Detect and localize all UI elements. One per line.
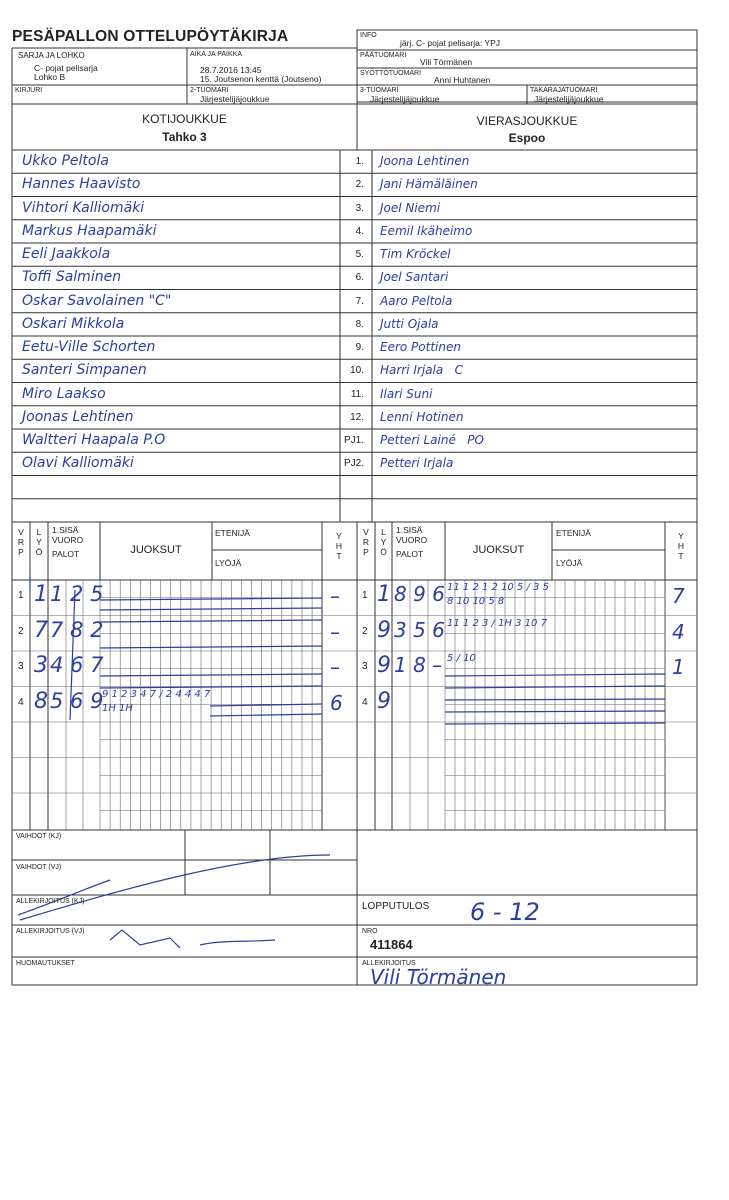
player-number: 11. <box>350 388 364 400</box>
home-vrp-header: V R P <box>17 527 25 557</box>
away-lyoja-header: LYÖJÄ <box>556 558 583 568</box>
home-team-name: Tahko 3 <box>162 130 207 144</box>
takarajatuomari-value: Järjestelijäjoukkue <box>534 94 604 104</box>
away-sisa-header: 1.SISÄ VUORO PALOT <box>396 525 428 559</box>
away-inning-juoksut: 11 1 2 1 2 10 5 / 3 5 8 10 10 5 8 <box>447 582 549 607</box>
player-number: 4. <box>355 225 364 237</box>
home-inning-lyo: 8 <box>34 688 48 714</box>
away-inning-yht: 7 <box>672 584 685 608</box>
away-player: Aaro Peltola <box>380 293 453 308</box>
tuomari2-label: 2-TUOMARI <box>190 87 229 94</box>
player-number: 2. <box>355 179 364 191</box>
away-player: Jani Hämäläinen <box>380 177 478 192</box>
home-player: Waltteri Haapala P.O <box>22 432 166 448</box>
aika-value: 28.7.2016 13:45 <box>200 65 262 75</box>
referee-signature: Vili Törmänen <box>370 965 507 989</box>
player-number: 1. <box>355 156 364 167</box>
player-number: 8. <box>355 318 364 330</box>
vaihdot-kj-label: VAIHDOT (KJ) <box>16 833 62 840</box>
tuomari3-label: 3-TUOMARI <box>360 87 399 94</box>
player-number: 10. <box>350 365 364 377</box>
away-player: Ilari Suni <box>380 386 433 401</box>
away-player: Eemil Ikäheimo <box>380 223 473 238</box>
home-player: Joonas Lehtinen <box>22 408 134 425</box>
home-lyoja-header: LYÖJÄ <box>215 558 242 568</box>
away-inning-yht: 4 <box>672 619 685 644</box>
home-inning-vrp: 3 <box>18 661 24 672</box>
syottotuomari-label: SYÖTTÖTUOMARI <box>360 70 422 77</box>
away-inning-palot: 8 9 6 <box>394 582 445 606</box>
away-inning-palot: 3 5 6 <box>394 617 445 642</box>
paatuomari-value: Vili Törmänen <box>420 57 473 67</box>
away-player: Joel Santari <box>380 270 449 285</box>
tuomari3-value: Järjestelijäjoukkue <box>370 94 440 104</box>
away-juoksut-header: JUOKSUT <box>472 544 525 556</box>
home-inning-vrp: 2 <box>18 625 24 637</box>
vaihdot-vj-label: VAIHDOT (VJ) <box>16 864 62 871</box>
home-player: Hannes Haavisto <box>22 176 141 193</box>
kirjuri-label: KIRJURI <box>15 87 43 94</box>
home-player: Oskar Savolainen "C" <box>22 292 172 309</box>
away-inning-vrp: 3 <box>362 661 368 672</box>
home-inning-vrp: 4 <box>18 696 24 708</box>
away-inning-vrp: 1 <box>362 590 368 601</box>
away-player: Petteri Irjala <box>380 456 454 471</box>
player-number: 7. <box>355 295 364 307</box>
home-inning-vrp: 1 <box>18 590 24 601</box>
nro-value: 411864 <box>370 937 413 952</box>
away-inning-lyo: 9 <box>377 688 391 714</box>
home-inning-palot: 5 6 9 <box>50 688 104 713</box>
away-team-label: VIERASJOUKKUE <box>476 114 578 128</box>
lopputulos-label: LOPPUTULOS <box>362 901 430 912</box>
paikka-value: 15. Joutsenon kenttä (Joutseno) <box>200 74 322 84</box>
tuomari2-value: Järjestelijäjoukkue <box>200 94 270 104</box>
away-inning-lyo: 9 <box>377 653 391 678</box>
home-inning-lyo: 1 <box>34 582 48 607</box>
sarja-label: SARJA JA LOHKO <box>18 51 85 60</box>
huomautukset-label: HUOMAUTUKSET <box>16 960 75 967</box>
home-player: Ukko Peltola <box>22 153 109 169</box>
away-inning-juoksut: 11 1 2 3 / 1H 3 10 7 <box>447 617 547 629</box>
syottotuomari-value: Anni Huhtanen <box>434 75 491 85</box>
home-player: Toffi Salminen <box>22 269 122 286</box>
home-player: Miro Laakso <box>22 385 106 402</box>
away-vrp-header: V R P <box>362 527 370 557</box>
home-inning-yht: 6 <box>330 690 343 715</box>
nro-label: NRO <box>362 928 378 935</box>
away-player: Joel Niemi <box>380 200 441 215</box>
home-lyo-header: L Y Ö <box>35 527 43 557</box>
allekirjoitus-label: ALLEKIRJOITUS <box>362 960 416 967</box>
allekirjoitus-vj-label: ALLEKIRJOITUS (VJ) <box>16 928 85 935</box>
player-number: 6. <box>355 272 364 284</box>
away-team-name: Espoo <box>508 131 546 145</box>
home-player: Eetu-Ville Schorten <box>22 339 156 355</box>
home-player: Eeli Jaakkola <box>22 246 111 262</box>
away-etenija-header: ETENIJÄ <box>556 528 591 538</box>
away-player: Petteri Lainé PO <box>380 433 484 447</box>
home-player: Santeri Simpanen <box>22 362 147 379</box>
away-inning-lyo: 9 <box>377 617 391 643</box>
home-inning-juoksut: 9 1 2 3 4 7 / 2 4 4 4 7 1H 1H <box>102 688 211 714</box>
away-inning-lyo: 1 <box>377 582 391 607</box>
player-number: 9. <box>355 342 364 353</box>
home-inning-yht: – <box>330 584 340 608</box>
home-etenija-header: ETENIJÄ <box>215 528 250 538</box>
paatuomari-label: PÄÄTUOMARI <box>360 52 407 59</box>
away-inning-vrp: 4 <box>362 696 368 708</box>
info-value: järj. C- pojat pelisarja: YPJ <box>400 38 500 48</box>
player-number: 12. <box>350 411 364 423</box>
lohko-value: Lohko B <box>34 72 66 82</box>
home-inning-palot: 4 6 7 <box>50 653 104 677</box>
home-inning-yht: – <box>330 655 340 679</box>
away-player: Lenni Hotinen <box>380 409 464 424</box>
info-label: INFO <box>360 32 377 39</box>
away-inning-juoksut: 5 / 10 <box>447 653 476 664</box>
lopputulos-value: 6 - 12 <box>470 898 540 926</box>
away-player: Tim Kröckel <box>380 247 451 261</box>
home-inning-yht: – <box>330 619 340 644</box>
home-team-label: KOTIJOUKKUE <box>142 112 227 126</box>
home-player: Olavi Kalliomäki <box>22 455 134 472</box>
player-number: PJ1. <box>343 435 364 446</box>
home-yht-header: Y H T <box>335 531 343 561</box>
allekirjoitus-kj-label: ALLEKIRJOITUS (KJ) <box>16 898 85 905</box>
form-title: PESÄPALLON OTTELUPÖYTÄKIRJA <box>12 28 289 45</box>
home-player: Oskari Mikkola <box>22 315 125 332</box>
home-player: Markus Haapamäki <box>22 222 157 239</box>
player-number: 5. <box>355 249 364 260</box>
aika-label: AIKA JA PAIKKA <box>190 51 243 58</box>
player-number: PJ2. <box>343 458 364 470</box>
home-inning-palot: 7 8 2 <box>50 617 104 642</box>
away-player: Joona Lehtinen <box>380 154 470 168</box>
away-inning-palot: 1 8 – <box>394 653 443 677</box>
away-player: Jutti Ojala <box>380 316 439 331</box>
home-inning-lyo: 3 <box>34 653 48 678</box>
home-inning-lyo: 7 <box>34 617 48 643</box>
home-player: Vihtori Kalliomäki <box>22 199 145 216</box>
away-inning-vrp: 2 <box>362 625 368 637</box>
away-player: Harri Irjala C <box>380 363 464 378</box>
home-inning-palot: 1 2 5 <box>50 582 104 606</box>
takarajatuomari-label: TAKARAJATUOMARI <box>530 87 598 94</box>
home-juoksut-header: JUOKSUT <box>130 544 182 556</box>
away-yht-header: Y H T <box>677 531 685 561</box>
away-lyo-header: L Y Ö <box>380 527 387 557</box>
player-number: 3. <box>355 202 364 214</box>
away-inning-yht: 1 <box>672 655 685 679</box>
sarja-value: C- pojat pelisarja <box>34 63 98 73</box>
handwriting-strokes <box>18 575 665 948</box>
away-player: Eero Pottinen <box>380 340 461 354</box>
home-sisa-header: 1.SISÄ VUORO PALOT <box>52 525 84 559</box>
